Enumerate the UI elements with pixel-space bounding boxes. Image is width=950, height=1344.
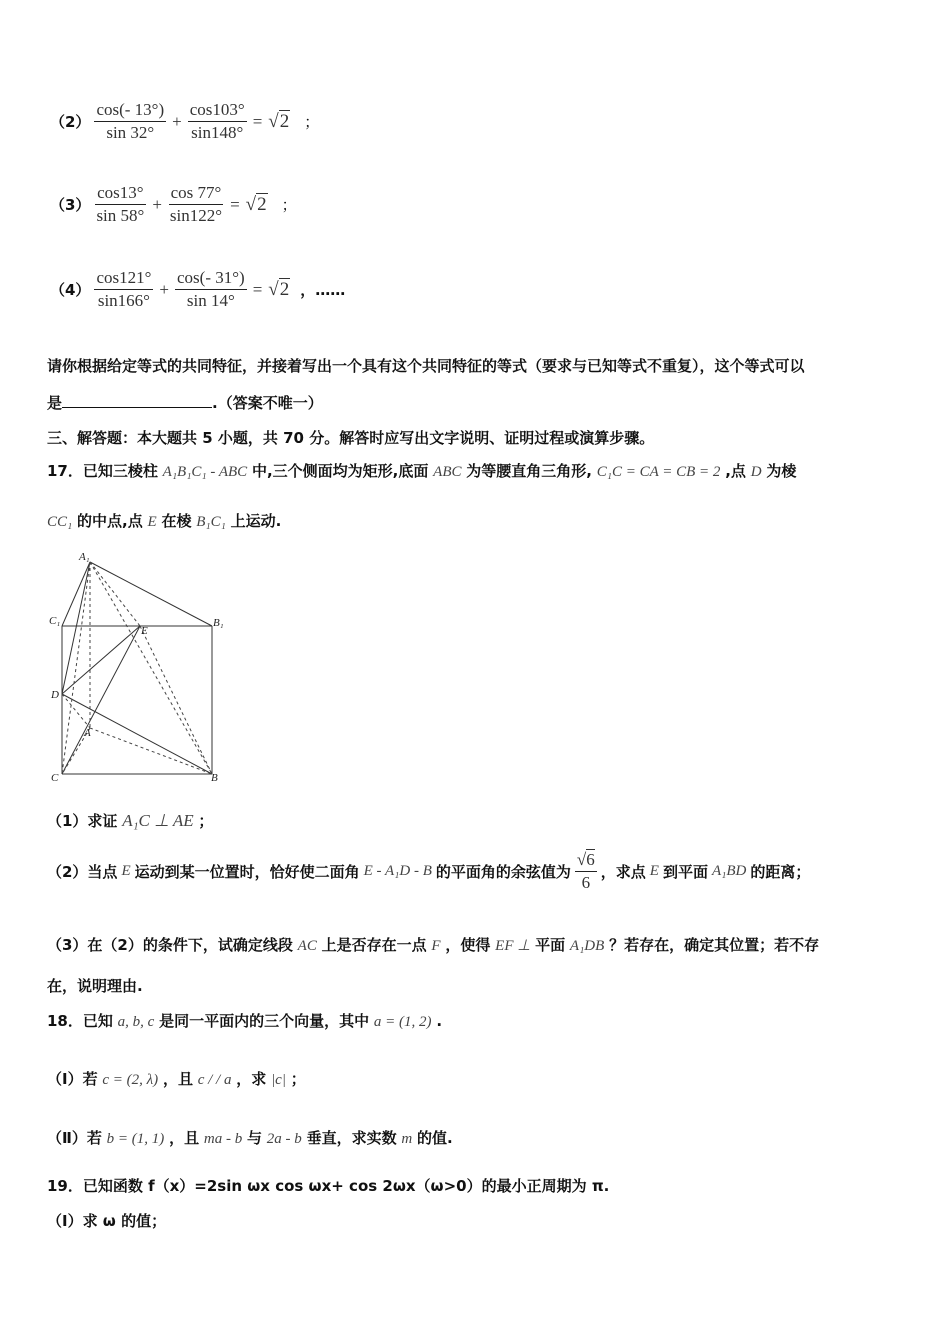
label-C1: C₁ bbox=[49, 615, 61, 627]
q19-part1: （Ⅰ）求 ω 的值； bbox=[47, 1212, 167, 1230]
equation-item-4: （4） $\frac{\cos 121^\circ}{\sin 166^\circ}$ + $\frac{\cos(- 31^\circ)}{\sin 14^\circ}$ = √2 ，…… bbox=[50, 268, 346, 310]
q18-part1: （Ⅰ）若 c = (2, λ) ，且 c / / a ，求 |c| ； bbox=[47, 1070, 306, 1088]
label-A1: A₁ bbox=[79, 551, 90, 563]
sqrt-expr: √2 bbox=[268, 278, 290, 300]
prompt-line-2: 是 .（答案不唯一） bbox=[47, 394, 323, 412]
fraction: $\frac{\cos 77^\circ}{\sin 122^\circ}$ bbox=[169, 183, 223, 225]
label-D: D bbox=[51, 689, 59, 701]
fraction: $\frac{\cos(- 31^\circ)}{\sin 14^\circ}$ bbox=[177, 268, 245, 310]
fraction: $\frac{\cos(- 13^\circ)}{\sin 32^\circ}$ bbox=[96, 100, 165, 142]
prompt-line-1: 请你根据给定等式的共同特征，并接着写出一个具有这个共同特征的等式（要求与已知等式不重复），这个等式可以 bbox=[47, 357, 805, 375]
q17-intro-line2: CC₁ 的中点,点 E 在棱 B₁C₁ 上运动. bbox=[47, 512, 282, 530]
q17-part2: （2）当点 E 运动到某一位置时，恰好使二面角 E - A₁D - B 的平面角的余弦值为 $\frac{√6}{6}$ ，求点 E 到平面 A₁BD 的距离； bbox=[47, 850, 811, 892]
fraction: $\frac{\cos 13^\circ}{\sin 58^\circ}$ bbox=[96, 183, 145, 225]
label-B: B bbox=[211, 772, 218, 784]
fraction: $\frac{\cos 103^\circ}{\sin 148^\circ}$ bbox=[189, 100, 245, 142]
label-C: C bbox=[51, 772, 59, 784]
fraction: $\frac{√6}{6}$ bbox=[576, 850, 595, 892]
prism-figure bbox=[45, 548, 245, 788]
label-E: E bbox=[141, 625, 148, 637]
q19-intro: 19．已知函数 f（x）=2sin ωx cos ωx+ cos 2ωx（ω>0）的最小正周期为 π. bbox=[47, 1177, 610, 1195]
q18-intro: 18．已知 a, b, c 是同一平面内的三个向量，其中 a = (1, 2) . bbox=[47, 1012, 443, 1030]
q17-intro-line1: 17．已知三棱柱 A₁B₁C₁ - ABC 中,三个侧面均为矩形,底面 ABC 为等腰直角三角形, C₁C = CA = CB = 2 ,点 D 为棱 bbox=[47, 462, 797, 480]
section-heading: 三、解答题：本大题共 5 小题，共 70 分。解答时应写出文字说明、证明过程或演算步骤。 bbox=[47, 429, 655, 447]
equation-item-3: （3） $\frac{\cos 13^\circ}{\sin 58^\circ}$ + $\frac{\cos 77^\circ}{\sin 122^\circ}$ = √2 ； bbox=[50, 183, 297, 225]
q18-part2: （Ⅱ）若 b = (1, 1) ，且 ma - b 与 2a - b 垂直，求实数 m 的值. bbox=[47, 1129, 453, 1147]
label-A: A bbox=[84, 727, 91, 739]
q17-part1: （1）求证 A₁C ⊥ AE ； bbox=[47, 811, 214, 830]
label-B1: B₁ bbox=[213, 617, 224, 629]
fraction: $\frac{\cos 121^\circ}{\sin 166^\circ}$ bbox=[96, 268, 152, 310]
item-label: （2） bbox=[50, 113, 91, 131]
item-label: （3） bbox=[50, 196, 91, 214]
q17-part3-line2: 在，说明理由. bbox=[47, 977, 143, 995]
item-label: （4） bbox=[50, 281, 91, 299]
answer-blank[interactable] bbox=[62, 395, 212, 408]
sqrt-expr: √2 bbox=[245, 193, 267, 215]
q17-part3-line1: （3）在（2）的条件下，试确定线段 AC 上是否存在一点 F ，使得 EF ⊥ 平面 A₁DB ？若存在，确定其位置；若不存 bbox=[47, 936, 820, 954]
sqrt-expr: √2 bbox=[268, 110, 290, 132]
equation-item-2: （2） $\frac{\cos(- 13^\circ)}{\sin 32^\circ}$ + $\frac{\cos 103^\circ}{\sin 148^\circ}$ = √2 ； bbox=[50, 100, 320, 142]
